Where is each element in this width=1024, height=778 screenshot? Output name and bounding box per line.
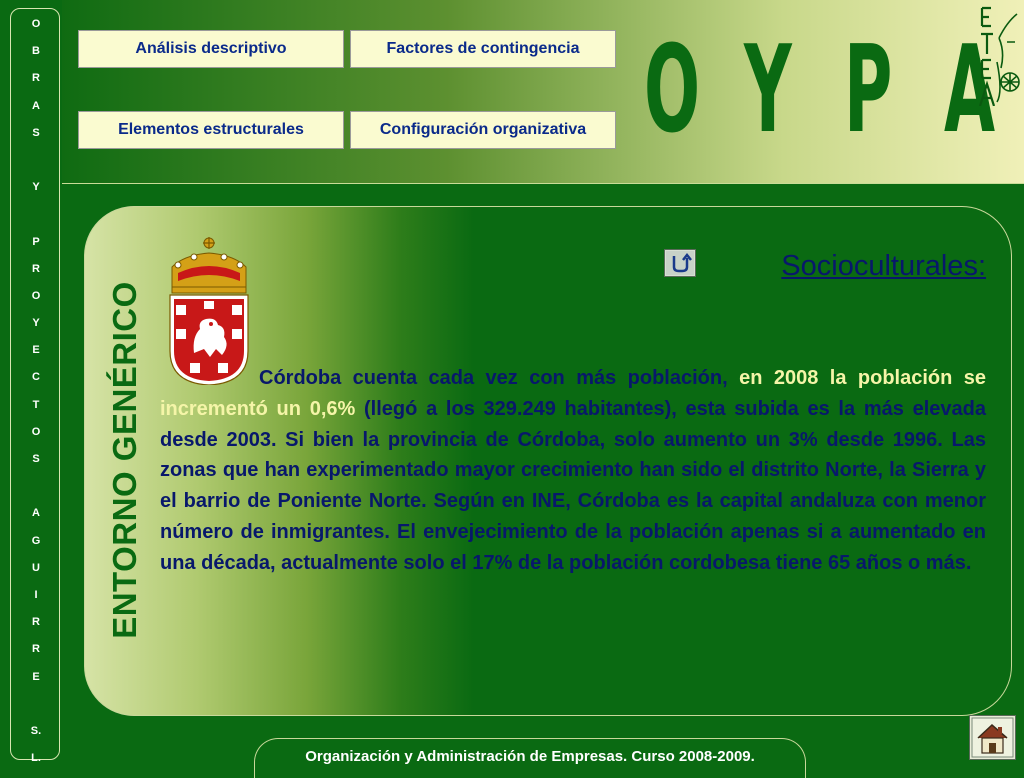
vertical-title-text: ENTORNO GENÉRICO: [106, 281, 143, 639]
oypa-brand-title: [626, 18, 1006, 163]
strip-letter: S: [32, 126, 40, 139]
brand-letter-p: P: [844, 20, 893, 160]
body-text-highlight: en 2008 la población se incrementó un 0,6%: [160, 367, 986, 420]
nav-factores-contingencia-button[interactable]: Factores de contingencia: [350, 30, 616, 68]
strip-letter: G: [31, 534, 41, 547]
body-text-part-3: (llegó a los 329.249 habitantes), esta subida es la más elevada desde 2003. Si bien la provincia de Córdoba, solo aumento un 3% desde 1996. Las zonas que han experimentado mayor crecimiento han sido el distrito Norte, la Sierra y el barrio de Poniente Norte. Según en INE, Córdoba es la capital andaluza con menor número de inmigrantes. El envejecimiento de la población apenas si a aumentado en una década, actualmente solo el 17% de la población cordobesa tiene 65 años o más.: [160, 397, 986, 574]
vertical-title: [100, 230, 150, 690]
home-icon: [970, 716, 1015, 759]
strip-letter: E: [32, 344, 40, 357]
brand-letter-a: A: [944, 20, 996, 160]
brand-letter-o: O: [644, 20, 701, 160]
strip-letter: C: [32, 371, 40, 384]
brand-letter-y: Y: [744, 20, 792, 160]
strip-letter: A: [32, 99, 40, 112]
left-vertical-strip: [10, 8, 60, 765]
strip-letter: I: [34, 588, 38, 601]
strip-letter: E: [32, 670, 40, 683]
strip-letter: O: [31, 18, 41, 30]
strip-letter: S.: [30, 724, 42, 737]
strip-letter: O: [31, 425, 41, 438]
section-title: Socioculturales:: [781, 250, 986, 282]
strip-letter: A: [32, 507, 40, 520]
etea-logo-icon: [977, 2, 1023, 106]
strip-letter: O: [31, 289, 41, 302]
strip-letter: U: [32, 561, 40, 574]
footer-text: Organización y Administración de Empresas. Curso 2008-2009.: [305, 748, 755, 765]
nav-analisis-descriptivo-button[interactable]: Análisis descriptivo: [78, 30, 344, 68]
strip-letter: R: [32, 72, 40, 85]
strip-letter: T: [32, 398, 40, 411]
return-arrow-icon[interactable]: [664, 249, 696, 277]
body-paragraph: [160, 363, 986, 579]
strip-letter: P: [32, 235, 40, 248]
nav-configuracion-organizativa-button[interactable]: Configuración organizativa: [350, 111, 616, 149]
home-button[interactable]: [969, 715, 1016, 760]
footer: [254, 738, 806, 778]
strip-letter: R: [32, 643, 40, 656]
strip-letter: S: [32, 453, 40, 465]
strip-letter: B: [32, 45, 40, 58]
strip-letter: R: [32, 262, 40, 275]
strip-letter: Y: [32, 317, 40, 330]
strip-letter: L.: [31, 752, 41, 765]
strip-letter: R: [32, 616, 40, 629]
strip-letter: Y: [32, 181, 40, 194]
nav-elementos-estructurales-button[interactable]: Elementos estructurales: [78, 111, 344, 149]
strip-letters: [11, 11, 61, 772]
body-text-part-1: Córdoba cuenta cada vez con más población,: [259, 367, 740, 389]
